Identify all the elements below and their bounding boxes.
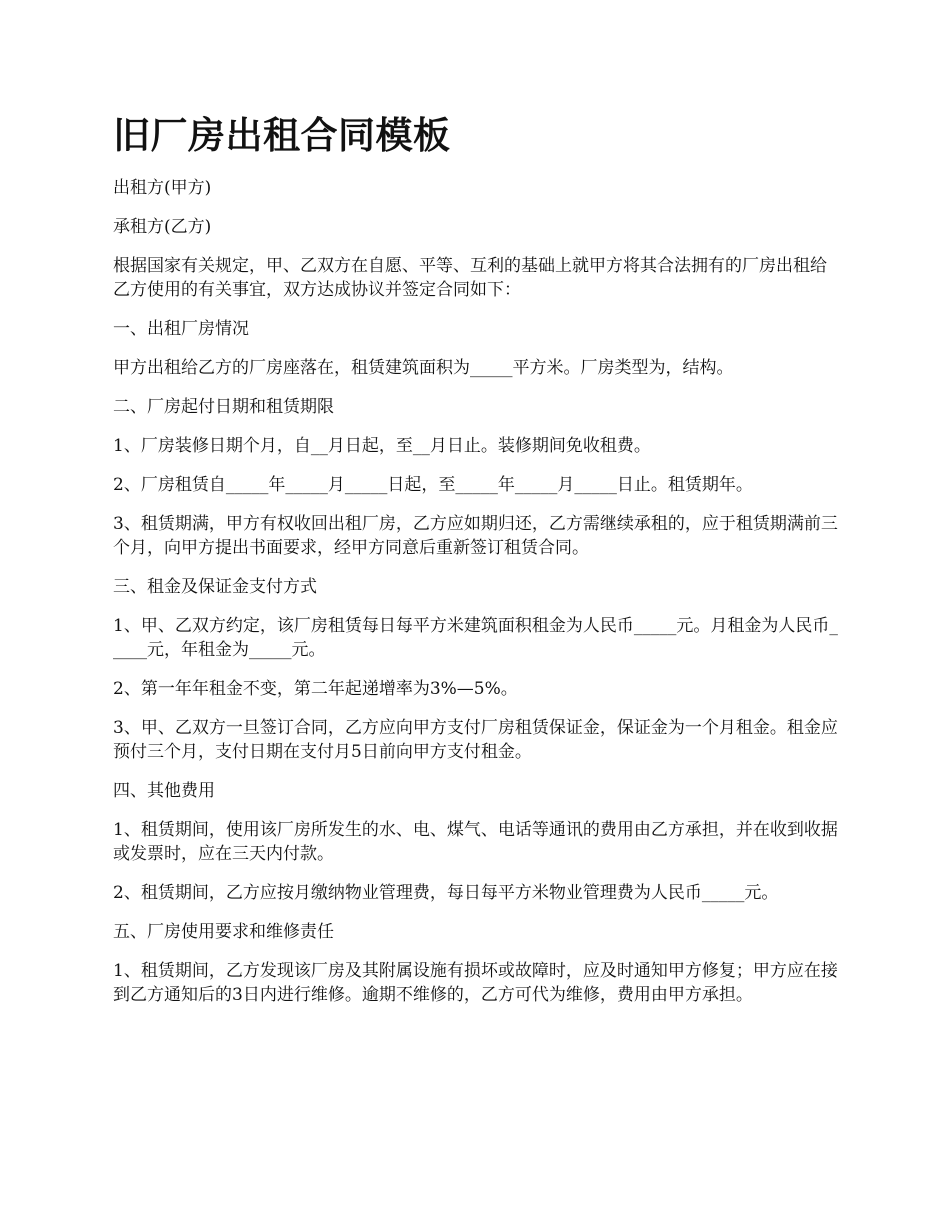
clause-paragraph: 甲方出租给乙方的厂房座落在，租赁建筑面积为_____平方米。厂房类型为，结构。 [113,358,734,378]
clause-paragraph: 1、甲、乙双方约定，该厂房租赁每日每平方米建筑面积租金为人民币_____元。月租金为人民币_____元，年租金为_____元。 [113,616,838,660]
section-heading-3: 三、租金及保证金支付方式 [113,577,317,597]
document-title: 旧厂房出租合同模板 [113,114,451,157]
clause-paragraph: 2、厂房租赁自_____年_____月_____日起，至_____年_____月_____日止。租赁期年。 [113,475,753,495]
section-heading-4: 四、其他费用 [113,781,215,801]
clause-paragraph: 1、租赁期间，乙方发现该厂房及其附属设施有损坏或故障时，应及时通知甲方修复；甲方应在接到乙方通知后的3日内进行维修。逾期不维修的，乙方可代为维修，费用由甲方承担。 [113,961,838,1005]
party-b-line: 承租方(乙方) [113,217,212,237]
section-heading-1: 一、出租厂房情况 [113,319,249,339]
clause-paragraph: 2、第一年年租金不变，第二年起递增率为3%—5%。 [113,679,518,699]
section-heading-2: 二、厂房起付日期和租赁期限 [113,397,334,417]
clause-paragraph: 2、租赁期间，乙方应按月缴纳物业管理费，每日每平方米物业管理费为人民币_____元。 [113,883,779,903]
clause-paragraph: 3、租赁期满，甲方有权收回出租厂房，乙方应如期归还，乙方需继续承租的，应于租赁期满前三个月，向甲方提出书面要求，经甲方同意后重新签订租赁合同。 [113,514,838,558]
party-a-line: 出租方(甲方) [113,178,212,198]
clause-paragraph: 3、甲、乙双方一旦签订合同，乙方应向甲方支付厂房租赁保证金，保证金为一个月租金。租金应预付三个月，支付日期在支付月5日前向甲方支付租金。 [113,718,838,762]
clause-paragraph: 1、租赁期间，使用该厂房所发生的水、电、煤气、电话等通讯的费用由乙方承担，并在收到收据或发票时，应在三天内付款。 [113,820,838,864]
preamble-paragraph: 根据国家有关规定，甲、乙双方在自愿、平等、互利的基础上就甲方将其合法拥有的厂房出租给乙方使用的有关事宜，双方达成协议并签定合同如下： [113,256,827,300]
section-heading-5: 五、厂房使用要求和维修责任 [113,922,334,942]
clause-paragraph: 1、厂房装修日期个月，自__月日起，至__月日止。装修期间免收租费。 [113,436,651,456]
